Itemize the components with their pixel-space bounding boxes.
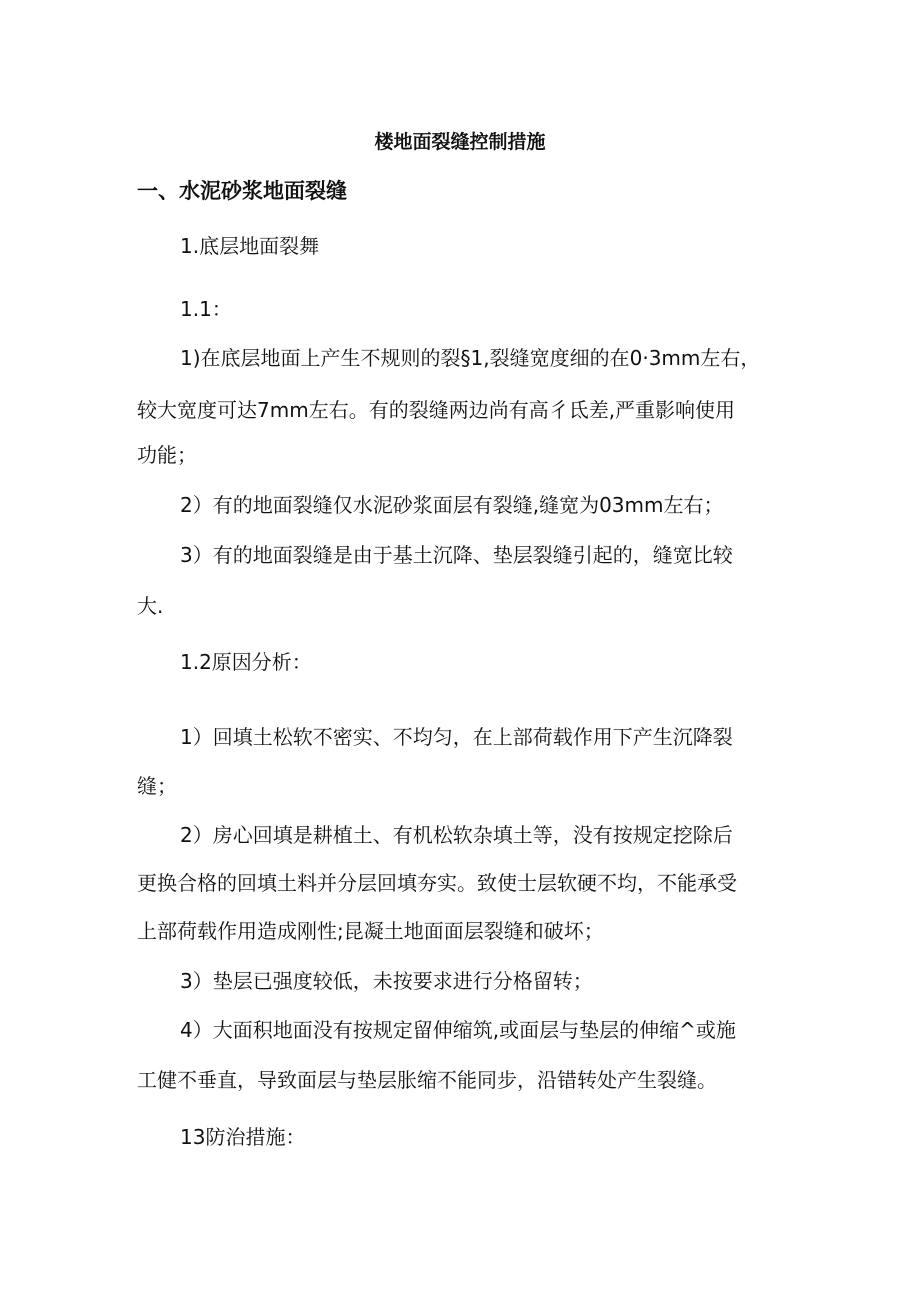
paragraph-label: 1.1： bbox=[180, 297, 232, 321]
paragraph-line: 3）有的地面裂缝是由于基土沉降、垫层裂缝引起的，缝宽比较 bbox=[180, 543, 733, 567]
paragraph-line: 3）垫层已强度较低，未按要求进行分格留转； bbox=[180, 969, 593, 993]
section-heading: 一、水泥砂浆地面裂缝 bbox=[137, 179, 347, 203]
paragraph-line: 2）房心回填是耕植土、有机松软杂填土等，没有按规定挖除后 bbox=[180, 823, 733, 847]
paragraph-line: 1)在底层地面上产生不规则的裂§1,裂缝宽度细的在0·3mm左右， bbox=[180, 346, 761, 370]
subsection-heading: 1.底层地面裂舞 bbox=[180, 234, 320, 258]
paragraph-line: 工健不垂直，导致面层与垫层胀缩不能同步，沿错转处产生裂缝。 bbox=[137, 1068, 717, 1092]
paragraph-line: 功能； bbox=[137, 443, 197, 467]
page-title: 楼地面裂缝控制措施 bbox=[374, 131, 546, 153]
subsection-heading: 1.2原因分析： bbox=[180, 650, 312, 674]
paragraph-line: 2）有的地面裂缝仅水泥砂浆面层有裂缝,缝宽为03mm左右； bbox=[180, 493, 724, 517]
paragraph-line: 上部荷载作用造成刚性;昆凝土地面面层裂缝和破坏； bbox=[137, 919, 604, 943]
paragraph-line: 4）大面积地面没有按规定留伸缩筑,或面层与垫层的伸缩^或施 bbox=[180, 1018, 736, 1042]
subsection-heading: 13防治措施： bbox=[180, 1125, 306, 1149]
paragraph-line: 缝； bbox=[137, 774, 177, 798]
paragraph-line: 1）回填土松软不密实、不均匀，在上部荷载作用下产生沉降裂 bbox=[180, 725, 733, 749]
paragraph-line: 较大宽度可达7mm左右。有的裂缝两边尚有高彳氐差,严重影响使用 bbox=[137, 398, 736, 422]
paragraph-line: 更换合格的回填土料并分层回填夯实。致使士层软硬不均，不能承受 bbox=[137, 871, 737, 895]
paragraph-line: 大. bbox=[137, 594, 164, 618]
